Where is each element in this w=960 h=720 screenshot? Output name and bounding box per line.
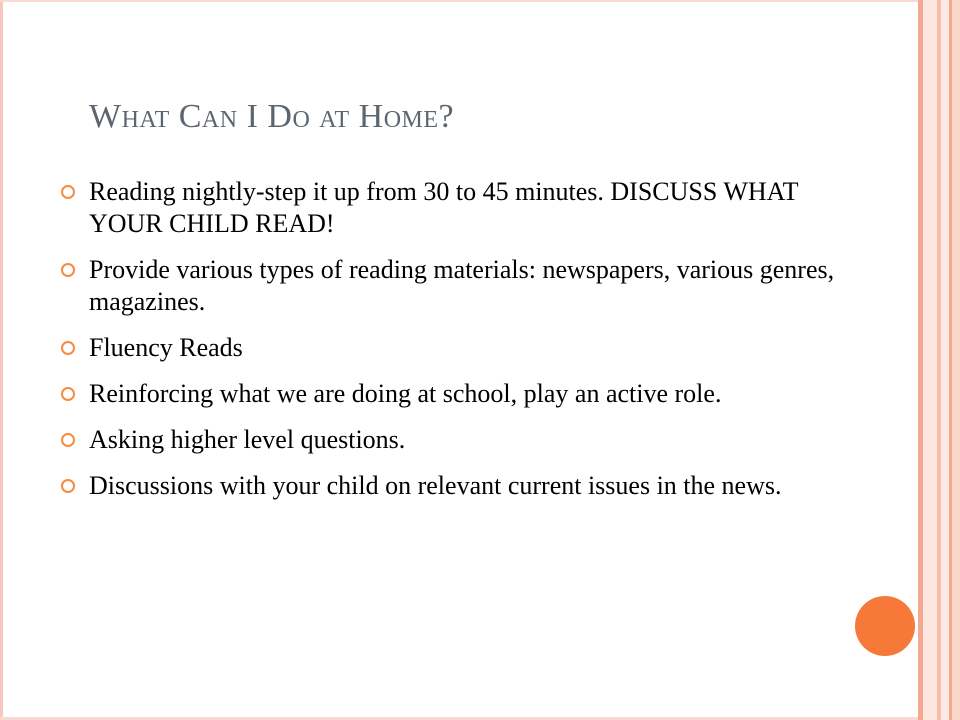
bullet-list — [60, 176, 860, 516]
stripe — [941, 0, 949, 720]
bullet-item — [60, 424, 860, 456]
stripe — [952, 0, 960, 720]
bullet-item — [60, 332, 860, 364]
decorative-stripes — [918, 0, 960, 720]
bullet-item — [60, 254, 860, 318]
bullet-circle-icon — [61, 185, 75, 199]
slide-border-left — [0, 0, 3, 720]
bullet-circle-icon — [61, 387, 75, 401]
bullet-text: Discussions with your child on relevant current issues in the news. — [89, 471, 782, 500]
bullet-text: Reading nightly-step it up from 30 to 45 minutes. DISCUSS WHAT YOUR CHILD READ! — [89, 177, 798, 238]
bullet-circle-icon — [61, 263, 75, 277]
slide-border-top — [0, 0, 960, 2]
bullet-text: Reinforcing what we are doing at school, play an active role. — [89, 379, 722, 408]
bullet-item — [60, 378, 860, 410]
bullet-item — [60, 470, 860, 502]
bullet-text: Fluency Reads — [89, 333, 243, 362]
bullet-text: Provide various types of reading materials: newspapers, various genres, magazines. — [89, 255, 835, 316]
bullet-text: Asking higher level questions. — [89, 425, 406, 454]
bullet-item — [60, 176, 860, 240]
stripe — [923, 0, 937, 720]
bullet-circle-icon — [61, 341, 75, 355]
bullet-circle-icon — [61, 433, 75, 447]
slide-title: What Can I Do at Home? — [89, 98, 455, 135]
bullet-circle-icon — [61, 479, 75, 493]
decorative-circle — [855, 596, 915, 656]
